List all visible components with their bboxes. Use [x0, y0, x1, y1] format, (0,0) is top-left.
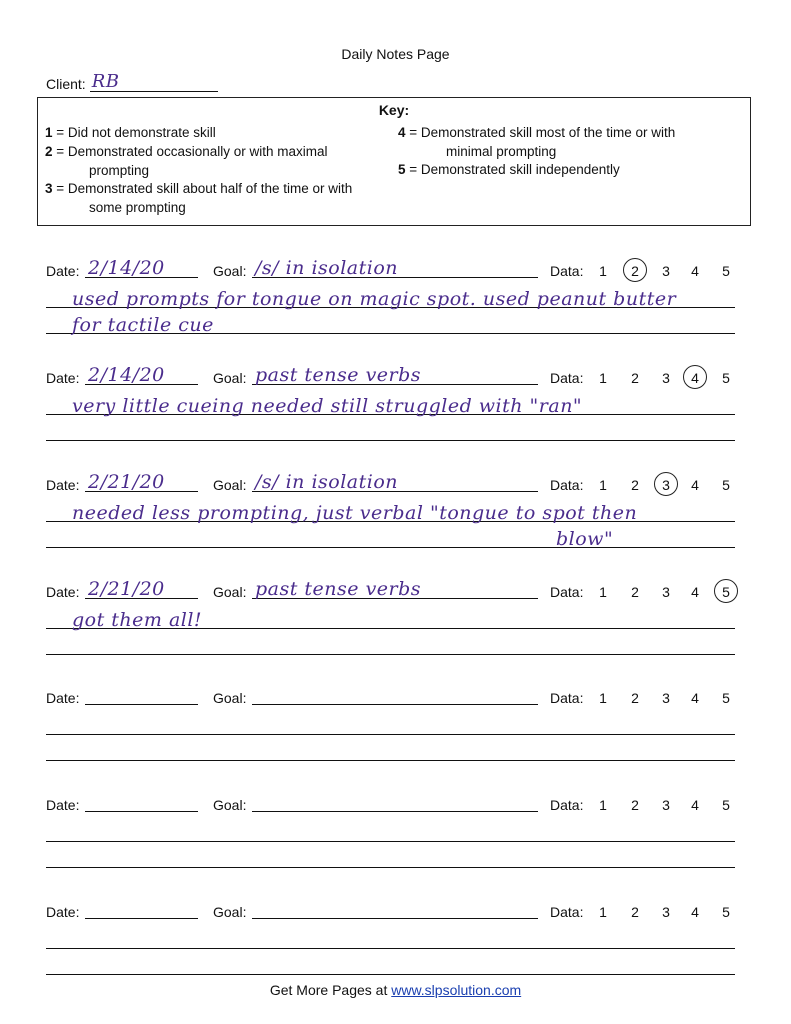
- key-text: = Demonstrated skill about half of the time or with: [52, 181, 353, 196]
- data-label: Data:: [550, 584, 584, 600]
- footer-link[interactable]: www.slpsolution.com: [391, 982, 522, 998]
- note-entry: [0, 684, 791, 784]
- key-box: [37, 97, 751, 226]
- goal-field[interactable]: [252, 364, 538, 385]
- goal-field[interactable]: [252, 257, 538, 278]
- key-text-cont: some prompting: [89, 199, 186, 215]
- goal-label: Goal:: [213, 263, 247, 279]
- date-label: Date:: [46, 797, 80, 813]
- score-option[interactable]: 4: [691, 904, 699, 920]
- note-line[interactable]: [46, 710, 735, 735]
- score-option[interactable]: 3: [662, 690, 670, 706]
- entry-header: [46, 791, 746, 813]
- date-field[interactable]: [85, 898, 198, 919]
- score-option[interactable]: 3: [662, 584, 670, 600]
- note-line[interactable]: [46, 843, 735, 868]
- date-field[interactable]: [85, 471, 198, 492]
- key-text-cont: minimal prompting: [446, 143, 557, 159]
- date-field[interactable]: [85, 257, 198, 278]
- goal-value: /s/ in isolation: [255, 257, 399, 279]
- score-option[interactable]: 5: [722, 690, 730, 706]
- note-text: for tactile cue: [72, 314, 214, 336]
- note-entry: [0, 364, 791, 464]
- client-field[interactable]: [90, 71, 218, 92]
- goal-field[interactable]: [252, 791, 538, 812]
- score-option[interactable]: 5: [719, 584, 733, 600]
- entry-header: [46, 364, 746, 386]
- date-value: 2/21/20: [88, 578, 165, 600]
- note-entry: [0, 791, 791, 891]
- key-text-cont: prompting: [89, 162, 150, 178]
- score-option[interactable]: 5: [722, 370, 730, 386]
- score-option[interactable]: 4: [691, 477, 699, 493]
- score-option[interactable]: 2: [631, 797, 639, 813]
- entry-header: [46, 471, 746, 493]
- entry-header: [46, 684, 746, 706]
- score-option[interactable]: 1: [599, 904, 607, 920]
- key-num: 4: [398, 125, 406, 140]
- date-field[interactable]: [85, 578, 198, 599]
- date-label: Date:: [46, 904, 80, 920]
- key-item-3: [45, 180, 352, 217]
- score-option[interactable]: 2: [628, 263, 642, 279]
- key-num: 5: [398, 162, 406, 177]
- score-option[interactable]: 2: [631, 477, 639, 493]
- key-num: 2: [45, 144, 53, 159]
- key-text: = Demonstrated skill independently: [405, 162, 620, 177]
- date-value: 2/21/20: [88, 471, 165, 493]
- key-num: 3: [45, 181, 53, 196]
- score-option[interactable]: 3: [662, 797, 670, 813]
- data-label: Data:: [550, 477, 584, 493]
- goal-label: Goal:: [213, 904, 247, 920]
- note-entry: [0, 257, 791, 357]
- score-option[interactable]: 5: [722, 904, 730, 920]
- data-label: Data:: [550, 797, 584, 813]
- note-entry: [0, 578, 791, 678]
- goal-value: /s/ in isolation: [255, 471, 399, 493]
- data-label: Data:: [550, 263, 584, 279]
- data-label: Data:: [550, 690, 584, 706]
- note-line[interactable]: [46, 283, 735, 308]
- note-line[interactable]: [46, 390, 735, 415]
- date-value: 2/14/20: [88, 257, 165, 279]
- data-label: Data:: [550, 904, 584, 920]
- score-option[interactable]: 3: [662, 370, 670, 386]
- note-text: blow": [556, 528, 614, 550]
- goal-value: past tense verbs: [255, 364, 422, 386]
- date-label: Date:: [46, 477, 80, 493]
- key-text: = Demonstrated occasionally or with maximal: [52, 144, 328, 159]
- footer: [0, 982, 791, 998]
- entry-header: [46, 578, 746, 600]
- footer-text: Get More Pages at: [269, 982, 392, 998]
- client-value: RB: [91, 71, 120, 92]
- note-entry: [0, 471, 791, 571]
- key-text: = Demonstrated skill most of the time or with: [405, 125, 676, 140]
- score-option[interactable]: 1: [599, 263, 607, 279]
- note-line[interactable]: [46, 604, 735, 629]
- score-option[interactable]: 2: [631, 690, 639, 706]
- goal-value: past tense verbs: [255, 578, 422, 600]
- goal-field[interactable]: [252, 471, 538, 492]
- note-line[interactable]: [46, 497, 735, 522]
- goal-field[interactable]: [252, 578, 538, 599]
- goal-label: Goal:: [213, 584, 247, 600]
- key-item-2: [45, 143, 328, 180]
- data-label: Data:: [550, 370, 584, 386]
- note-line[interactable]: [46, 523, 735, 548]
- key-item-4: [398, 124, 675, 161]
- note-text: very little cueing needed still struggled with "ran": [72, 395, 583, 417]
- date-field[interactable]: [85, 791, 198, 812]
- score-option[interactable]: 1: [599, 370, 607, 386]
- date-label: Date:: [46, 263, 80, 279]
- note-text: used prompts for tongue on magic spot. used peanut butter: [72, 288, 677, 310]
- date-value: 2/14/20: [88, 364, 165, 386]
- score-option[interactable]: 4: [691, 263, 699, 279]
- goal-field[interactable]: [252, 898, 538, 919]
- note-text: got them all!: [72, 609, 203, 631]
- note-line[interactable]: [46, 736, 735, 761]
- score-option[interactable]: 5: [722, 263, 730, 279]
- note-line[interactable]: [46, 924, 735, 949]
- date-label: Date:: [46, 584, 80, 600]
- score-option[interactable]: 5: [722, 477, 730, 493]
- score-option[interactable]: 3: [662, 904, 670, 920]
- goal-label: Goal:: [213, 477, 247, 493]
- score-option[interactable]: 3: [659, 477, 673, 493]
- client-label: Client:: [46, 76, 86, 92]
- key-num: 1: [45, 125, 53, 140]
- date-field[interactable]: [85, 684, 198, 705]
- goal-label: Goal:: [213, 370, 247, 386]
- score-option[interactable]: 1: [599, 690, 607, 706]
- score-option[interactable]: 1: [599, 584, 607, 600]
- goal-label: Goal:: [213, 690, 247, 706]
- score-option[interactable]: 2: [631, 584, 639, 600]
- note-line[interactable]: [46, 309, 735, 334]
- note-line[interactable]: [46, 630, 735, 655]
- score-option[interactable]: 1: [599, 797, 607, 813]
- score-option[interactable]: 3: [662, 263, 670, 279]
- date-label: Date:: [46, 370, 80, 386]
- entry-header: [46, 257, 746, 279]
- note-line[interactable]: [46, 416, 735, 441]
- note-text: needed less prompting, just verbal "tongue to spot then: [72, 502, 638, 524]
- score-option[interactable]: 4: [688, 370, 702, 386]
- note-line[interactable]: [46, 950, 735, 975]
- page-title: Daily Notes Page: [341, 46, 450, 62]
- key-text: = Did not demonstrate skill: [52, 125, 216, 140]
- score-option[interactable]: 2: [631, 904, 639, 920]
- client-row: [46, 71, 218, 92]
- score-option[interactable]: 2: [631, 370, 639, 386]
- note-line[interactable]: [46, 817, 735, 842]
- score-option[interactable]: 5: [722, 797, 730, 813]
- date-field[interactable]: [85, 364, 198, 385]
- key-item-1: [45, 124, 216, 143]
- entry-header: [46, 898, 746, 920]
- goal-field[interactable]: [252, 684, 538, 705]
- score-option[interactable]: 1: [599, 477, 607, 493]
- key-title: Key:: [378, 102, 410, 118]
- score-option[interactable]: 4: [691, 690, 699, 706]
- score-option[interactable]: 4: [691, 584, 699, 600]
- key-item-5: [398, 161, 620, 180]
- score-option[interactable]: 4: [691, 797, 699, 813]
- date-label: Date:: [46, 690, 80, 706]
- goal-label: Goal:: [213, 797, 247, 813]
